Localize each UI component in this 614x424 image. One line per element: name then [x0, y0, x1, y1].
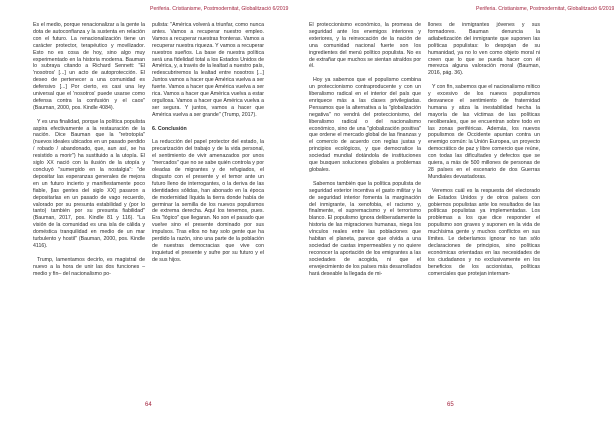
paragraph: El proteccionismo económico, la promesa de seguridad ante los enemigos interiores y exteriores, y la reinvocación de la nación de una comunidad nacional fuerte son los ingredientes del menú político populista. No es de extrañar que muchos se sientan atraídos por él.: [309, 22, 421, 70]
left-page: [0, 0, 300, 424]
paragraph: Sabemos también que la política populista de seguridad exterior incentiva el gasto militar y la de seguridad interior fomenta la marginación del inmigrante, la xenofobia, el racismo y, finalmente, el supremacismo y el terrorismo blanco. El populismo ignora deliberadamente la historia de las migraciones humanas, niega los vínculos reales entre las poblaciones que habitan el planeta, parece que olvida a una sociedad de castas impermeables y no quiere reconocer la aportación de los emigrantes a las sociedades de acogida, ni que el envejecimiento de los países más desarrollados hará deseable la llegada de mi-: [309, 180, 421, 277]
paragraph: Y con fin, sabemos que el nacionalismo mítico y excesivo de los nuevos populismos desvanece el sentimiento de fraternidad humana y atiza la inestabilidad hecha la mayoría de las víctimas de las políticas neoliberales, que se encuentran sobre todo en las zonas periféricas. Además, los nuevos populismos de Occidente apuntan contra un enemigo común: la Unión Europea, un proyecto democrático de paz y libre comercio que reúne, con todas las dificultades y defectos que se quiera, a más de 500 millones de personas de 28 países en el escenario de dos Guerras Mundiales devastadoras.: [428, 84, 540, 180]
right-page: [300, 0, 614, 424]
paragraph: llones de inmigrantes jóvenes y sus formadores. Bauman denuncia la adiabetización del inmigrante que suponen las políticas populistas: lo despojan de su humanidad, ya no lo ven como objeto moral ni creen que lo que se pueda hacer con él merezca alguna valoración moral (Bauman, 2016, pág. 36).: [428, 22, 540, 77]
page-number: 65: [447, 402, 454, 408]
running-header: Periferia. Cristianisme, Postmodernitat, Globalització 6/2019: [150, 6, 289, 12]
section-heading: 6. Conclusión: [152, 125, 187, 132]
paragraph: Trump, lamentamos decirlo, es magistral de nuevo a la hora de unir las dos funciones –medio y fin– del nacionalismo po-: [33, 256, 145, 277]
running-header: Periferia. Cristianisme, Postmodernitat, Globalització 6/2019: [476, 6, 614, 12]
page-number: 64: [145, 402, 152, 408]
paragraph: Veremos cuál es la respuesta del electorado de Estados Unidos y de otros países con gobiernos populistas ante los resultados de las políticas populistas ya implementadas. Los problemas a los que dice responder el populismo son graves y suponen en la vida de muchísima gente y muchos conflictos en sus límites. Le deberíamos ignorar no tan sólo declaraciones de principios, sino políticas económicas orientadas en las necesidades de los ciudadanos y no exclusivamente en los beneficios de los accionistas, políticas comerciales que protejan internam-: [428, 187, 540, 277]
paragraph: pulista: "América volverá a triunfar, como nunca antes. Vamos a recuperar nuestro empleo. Vamos a recuperar nuestras fronteras. Vamos a recuperar nuestra riqueza. Y vamos a recuperar nuestros sueños. La base de nuestra política será una fidelidad total a los Estados Unidos de América, y, a través de la lealtad a nuestro país, redescubriremos la lealtad entre nosotros [...] Juntos vamos a hacer que América vuelva a ser fuerte. Vamos a hacer que América vuelva a ser rica. Vamos a hacer que América vuelva a estar orgullosa. Vamos a hacer que América vuelva a ser segura. Y juntos, vamos a hacer que América vuelva a ser grande" (Trump, 2017).: [152, 22, 264, 118]
paragraph: La reducción del papel protector del estado, la precarización del trabajo y de la vida personal, el sentimiento de vivir amenazados por unos "mercados" que no se sabe quién controla y por oleadas de migrantes y de refugiados, el disgusto con el presente y el temor ante un futuro lleno de interrogantes, o la deriva de las identidades sólidas, han abonado en la época de modernidad líquida la tierra donde había de germinar la semilla de los nuevos populismos de extrema derecha. Aquí los tenemos, pues. Era "lógico" que llegaran. No son el pasado que vuelve sino el presente dominado por sus impulsos. Tras ellos no hay solo gente que ha perdido la razón, sino una parte de la población de nuestras democracias que vive con inquietud el presente y sufre por su futuro y el de sus hijos.: [152, 139, 264, 263]
right-column-1: [309, 22, 421, 278]
right-column-2: [428, 22, 540, 278]
paragraph: Hoy ya sabemos que el populismo combina un proteccionismo contraproducente y con un liberalismo radical en el interior del país que enriquece más a las clases privilegiadas. Pensamos que la alternativa a la "globalización negativa" no vendrá del proteccionismo, del liberalismo radical o del nacionalismo económico, sino de una "globalización positiva" que ordene el mercado global de las finanzas y el comercio de acuerdo con reglas justas y principios ecológicos, y que democratice la sociedad mundial dotándola de instituciones que busquen soluciones globales a problemas globales.: [309, 77, 421, 174]
paragraph: Es el medio, porque renacionalizar a la gente la dota de autoconfianza y la sustenta en relación con el futuro. La renacionalización tiene un carácter protector, terapéutico y movilizador. Esto no es cosa de hoy, sino algo muy experimentado en la historia moderna. Bauman lo subraya citando a Richard Sennett: "El 'nosotros' [...] un acto de autoprotección. El deseo de pertenecer a una comunidad es defensivo [...] Por cierto, es casi una ley universal que el 'nosotros' puede usarse como defensa contra la confusión y el caos" (Bauman, 2000, pos. Kindle 4084).: [33, 22, 145, 111]
left-column-1: [33, 22, 145, 278]
paragraph: Y es una finalidad, porque la política populista aspira efectivamente a la restauración de la nación. Dice Bauman que la "retrotopía" (nuevos ideales ubicados en un pasado perdido / robado / abandonado, que, aun así, se ha resistido a morir") ha sustituido a la utopía. El siglo XX nació con la ilusión de la utopía y concluyó "sumergido en la nostalgia": "de depositar las esperanzas generales de mejora en un futuro incierto y manifiestamente poco fiable, [las gentes del siglo XX] pasaron a depositarlas en un pasado de vago recuerdo, valorado por su presunta estabilidad y (por lo tanto) también por su presunta fiabilidad" (Bauman, 2017, pos. Kindle 81 y 116). "La visión de la comunidad es una isla de cálida y doméstica tranquilidad en medio de un mar turbulento y hostil" (Bauman, 2000, pos. Kindle 4116).: [33, 118, 145, 249]
left-column-2: [152, 22, 264, 264]
